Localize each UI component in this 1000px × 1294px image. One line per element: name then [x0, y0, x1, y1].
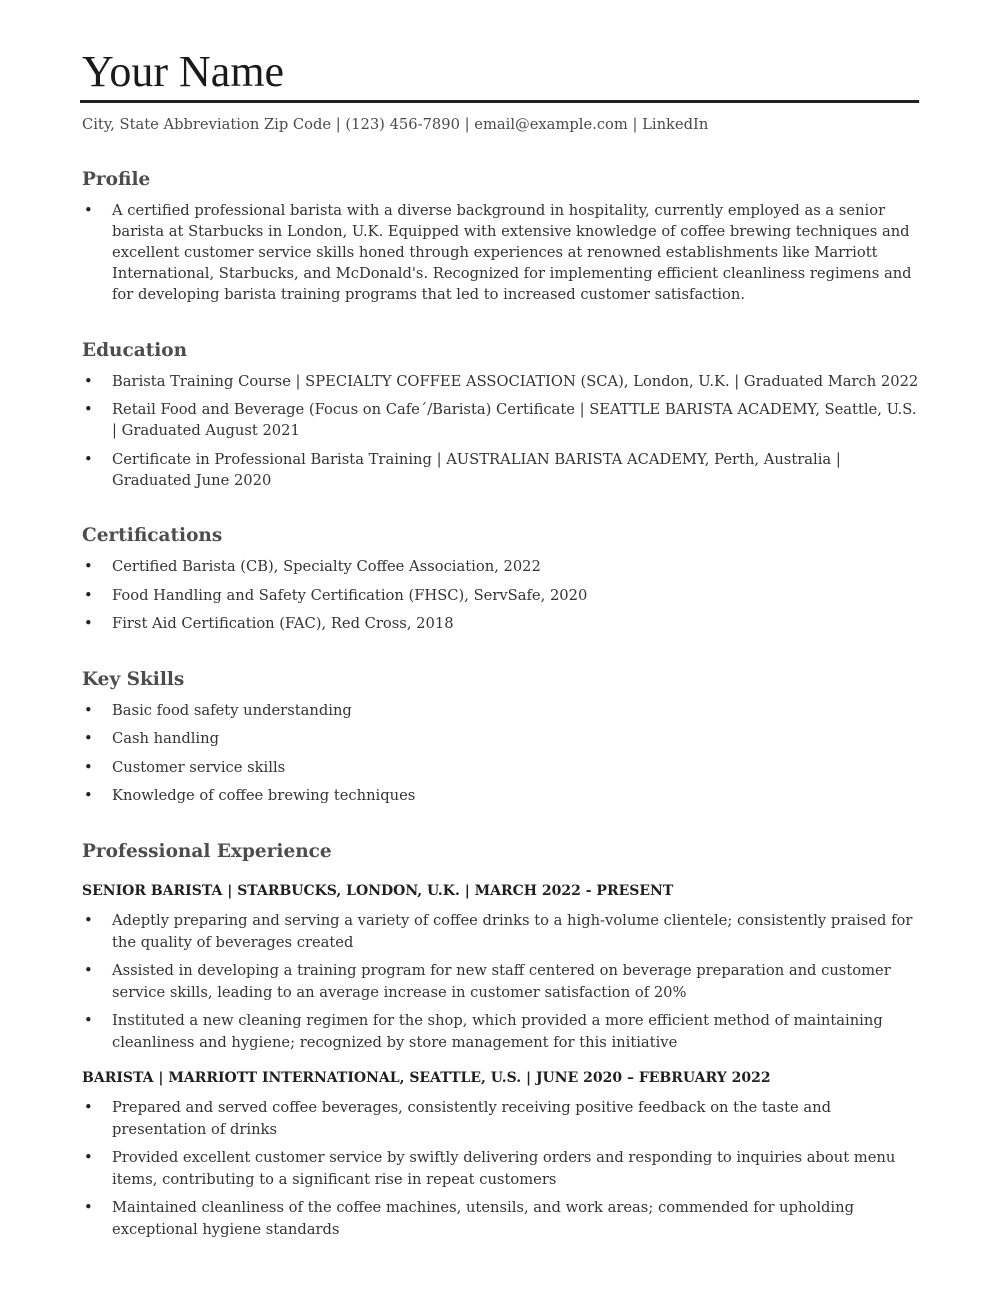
job-separator: | — [464, 882, 470, 899]
skill-item: • Basic food safety understanding — [82, 700, 919, 721]
job-bullet: • Adeptly preparing and serving a variety of coffee drinks to a high-volume clientele; consistently praised for the quality of beverages created — [82, 910, 919, 953]
job-bullet: • Provided excellent customer service by swiftly delivering orders and responding to inquiries about menu items, contributing to a significant rise in repeat customers — [82, 1147, 919, 1190]
experience-heading: Professional Experience — [82, 840, 332, 862]
job-bullet: • Assisted in developing a training program for new staff centered on beverage preparation and customer service skills, leading to an average increase in customer satisfaction of 20% — [82, 960, 919, 1003]
skill-item: • Knowledge of coffee brewing techniques — [82, 785, 919, 806]
job-dates: JUNE 2020 – FEBRUARY 2022 — [535, 1069, 771, 1086]
contact-linkedin: LinkedIn — [642, 115, 709, 133]
skill-item: • Cash handling — [82, 728, 919, 749]
job-separator: | — [158, 1069, 164, 1086]
job-company: STARBUCKS, LONDON, U.K. — [237, 882, 460, 899]
job-entry — [82, 1067, 919, 1241]
job-separator: | — [525, 1069, 532, 1086]
candidate-name: Your Name — [82, 47, 285, 96]
contact-location: City, State Abbreviation Zip Code — [82, 115, 332, 133]
profile-section — [82, 167, 919, 305]
certifications-heading: Certifications — [82, 525, 223, 546]
job-bullet-list — [82, 1097, 919, 1240]
job-role: SENIOR BARISTA — [82, 882, 223, 899]
contact-phone: (123) 456-7890 — [345, 115, 460, 133]
contact-separator: | — [464, 115, 470, 133]
skills-section — [82, 667, 919, 807]
job-dates: MARCH 2022 - PRESENT — [474, 882, 674, 899]
certification-item: • Food Handling and Safety Certification (FHSC), ServSafe, 2020 — [82, 585, 919, 606]
job-company: MARRIOTT INTERNATIONAL, SEATTLE, U.S. — [168, 1069, 522, 1086]
job-bullet: • Prepared and served coffee beverages, consistently receiving positive feedback on the taste and presentation of drinks — [82, 1097, 919, 1140]
certification-item: • Certified Barista (CB), Specialty Coffee Association, 2022 — [82, 556, 919, 577]
job-entry — [82, 880, 919, 1054]
contact-separator: | — [335, 115, 341, 133]
job-separator: | — [227, 882, 233, 899]
skill-item: • Customer service skills — [82, 757, 919, 778]
contact-email: email@example.com — [474, 115, 628, 133]
job-bullet: • Instituted a new cleaning regimen for the shop, which provided a more efficient method of maintaining cleanliness and hygiene; recognized by store management for this initiative — [82, 1010, 919, 1053]
education-section — [82, 338, 919, 491]
certifications-list — [82, 556, 919, 634]
job-bullet-list — [82, 910, 919, 1053]
profile-heading: Profile — [82, 169, 151, 190]
certifications-section — [82, 523, 919, 634]
job-bullet: • Maintained cleanliness of the coffee machines, utensils, and work areas; commended for upholding exceptional hygiene standards — [82, 1197, 919, 1240]
education-heading: Education — [82, 339, 188, 361]
job-role: BARISTA — [82, 1069, 154, 1086]
experience-section — [82, 839, 919, 1241]
skills-heading: Key Skills — [82, 668, 185, 690]
certification-item: • First Aid Certification (FAC), Red Cross, 2018 — [82, 613, 919, 634]
profile-list — [82, 200, 919, 305]
profile-item: • A certified professional barista with a diverse background in hospitality, currently employed as a senior barista at Starbucks in London, U.K. Equipped with extensive knowledge of coffee brewing techniques and excellent customer service skills honed through experiences at renowned establishments like Marriott International, Starbucks, and McDonald's. Recognized for implementing efficient cleanliness regimens and for developing barista training programs that led to increased customer satisfaction. — [82, 200, 919, 305]
education-item: • Retail Food and Beverage (Focus on Cafe´/Barista) Certificate | SEATTLE BARISTA ACADEMY, Seattle, U.S. | Graduated August 2021 — [82, 399, 919, 441]
job-title — [82, 1067, 919, 1089]
education-item: • Certificate in Professional Barista Training | AUSTRALIAN BARISTA ACADEMY, Perth, Australia | Graduated June 2020 — [82, 449, 919, 491]
skills-list — [82, 700, 919, 807]
education-item: • Barista Training Course | SPECIALTY COFFEE ASSOCIATION (SCA), London, U.K. | Graduated March 2022 — [82, 371, 919, 392]
header-divider — [80, 100, 919, 103]
contact-separator: | — [632, 115, 638, 133]
contact-line — [82, 114, 919, 135]
education-list — [82, 371, 919, 491]
job-title — [82, 880, 919, 902]
